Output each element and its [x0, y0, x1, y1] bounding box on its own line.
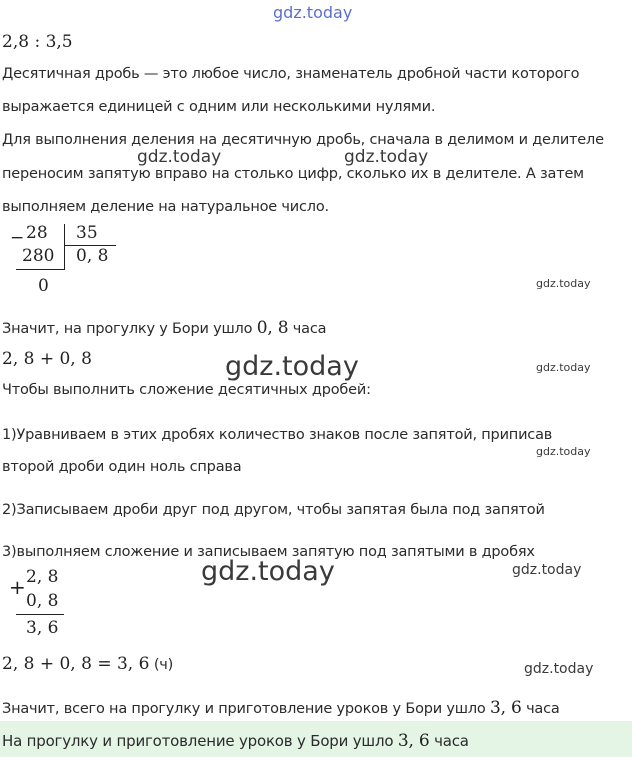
watermark-large-2: gdz.today — [201, 556, 335, 587]
definition-line-1: Десятичная дробь — это любое число, знаменатель дробной части которого — [2, 66, 580, 82]
subtraction-line — [16, 269, 64, 270]
division-rule-line-2: переносим запятую вправо на столько цифр, сколько их в делителе. А затем — [2, 166, 584, 182]
result-total-time-suffix: часа — [521, 701, 560, 717]
step-3: 3)выполняем сложение и записываем запятую под запятыми в дробях — [2, 544, 535, 560]
result-walk-time — [2, 318, 326, 338]
result-walk-time-prefix: Значит, на прогулку у Бори ушло — [2, 321, 257, 337]
watermark-small-5: gdz.today — [524, 661, 594, 677]
step-1-line-2: второй дроби один ноль справа — [2, 459, 242, 475]
result-total-time-prefix: Значит, всего на прогулку и приготовление уроков у Бори ушло — [2, 701, 491, 717]
quotient: 0, 8 — [76, 246, 109, 266]
watermark-mid-left: gdz.today — [137, 147, 222, 167]
dividend: 28 — [26, 223, 48, 243]
divisor: 35 — [76, 223, 98, 243]
addend-2: 0, 8 — [26, 591, 59, 611]
sum: 3, 6 — [26, 618, 59, 638]
expression-addition: 2, 8 + 0, 8 — [2, 349, 92, 369]
result-total-time-value: 3, 6 — [490, 698, 522, 718]
subtrahend: 280 — [22, 246, 55, 266]
addition-line — [16, 614, 64, 615]
expression-result — [2, 654, 173, 674]
addition-intro: Чтобы выполнить сложение десятичных дробей: — [2, 382, 371, 398]
watermark-small-1: gdz.today — [536, 277, 591, 290]
answer-text — [2, 731, 469, 751]
remainder: 0 — [38, 276, 49, 296]
step-2: 2)Записываем дроби друг под другом, чтобы запятая была под запятой — [2, 502, 545, 518]
expression-result-value: 2, 8 + 0, 8 = 3, 6 — [2, 654, 150, 674]
division-rule-line-1: Для выполнения деления на десятичную дробь, сначала в делимом и делителе — [2, 132, 604, 148]
step-1-line-1: 1)Уравниваем в этих дробях количество знаков после запятой, приписав — [2, 427, 553, 443]
answer-suffix: часа — [429, 732, 469, 750]
watermark-top: gdz.today — [273, 3, 353, 22]
division-vertical-line — [64, 224, 65, 270]
result-walk-time-value: 0, 8 — [256, 318, 289, 338]
expression-result-unit: (ч) — [149, 657, 174, 673]
addend-1: 2, 8 — [26, 567, 59, 587]
result-walk-time-suffix: часа — [288, 321, 327, 337]
watermark-small-2: gdz.today — [536, 361, 591, 374]
expression-division: 2,8 : 3,5 — [2, 32, 73, 52]
plus-sign: + — [9, 575, 26, 599]
watermark-small-3: gdz.today — [536, 445, 591, 458]
watermark-large-1: gdz.today — [225, 351, 359, 382]
minus-sign: − — [10, 228, 25, 248]
result-total-time — [2, 698, 560, 718]
answer-prefix: На прогулку и приготовление уроков у Бори ушло — [2, 732, 398, 750]
watermark-small-4: gdz.today — [512, 562, 582, 578]
definition-line-2: выражается единицей с одним или несколькими нулями. — [2, 99, 436, 115]
watermark-mid-right: gdz.today — [344, 147, 429, 167]
division-rule-line-3: выполняем деление на натуральное число. — [2, 199, 329, 215]
answer-value: 3, 6 — [397, 731, 430, 751]
